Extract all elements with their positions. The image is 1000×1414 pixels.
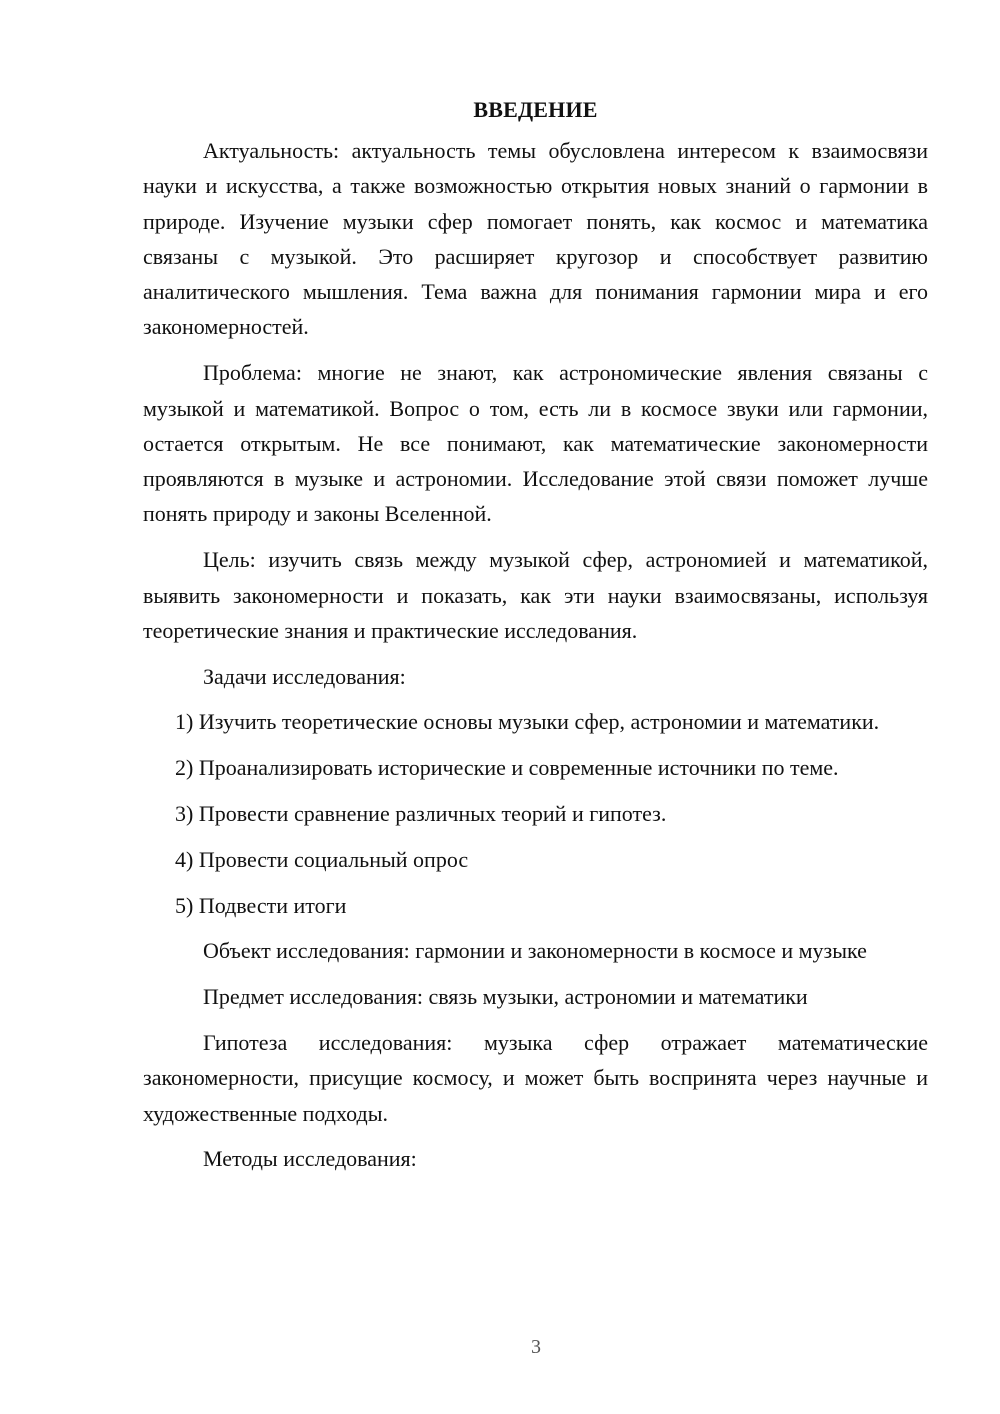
- paragraph-subject: Предмет исследования: связь музыки, астрономии и математики: [203, 984, 808, 1010]
- page-number: 3: [531, 1336, 541, 1358]
- task-item-4: 4) Провести социальный опрос: [175, 846, 469, 872]
- section-title: ВВЕДЕНИЕ: [473, 97, 598, 122]
- task-item-5: 5) Подвести итоги: [175, 892, 347, 918]
- methods-heading: Методы исследования:: [203, 1146, 417, 1172]
- paragraph-problem: Проблема: многие не знают, как астрономические явления связаны с музыкой и математикой. Вопрос о том, есть ли в космосе звуки или гармонии, остается открытым. Не все понимают, как математические закономерности проявляются в музыке и астрономии. Исследование этой связи поможет лучше понять природу и законы Вселенной.: [143, 360, 928, 527]
- tasks-heading: Задачи исследования:: [203, 663, 406, 689]
- document-page: [143, 95, 928, 1187]
- task-item-3: 3) Провести сравнение различных теорий и гипотез.: [175, 801, 667, 827]
- paragraph-goal: Цель: изучить связь между музыкой сфер, астрономией и математикой, выявить закономерности и показать, как эти науки взаимосвязаны, используя теоретические знания и практические исследования.: [143, 547, 928, 643]
- task-item-2: 2) Проанализировать исторические и современные источники по теме.: [175, 755, 839, 781]
- task-item-1: 1) Изучить теоретические основы музыки сфер, астрономии и математики.: [175, 709, 880, 735]
- paragraph-hypothesis: Гипотеза исследования: музыка сфер отражает математические закономерности, присущие космосу, и может быть воспринята через научные и художественные подходы.: [143, 1030, 928, 1126]
- paragraph-object: Объект исследования: гармонии и закономерности в космосе и музыке: [203, 938, 867, 964]
- paragraph-relevance: Актуальность: актуальность темы обусловлена интересом к взаимосвязи науки и искусства, а также возможностью открытия новых знаний о гармонии в природе. Изучение музыки сфер помогает понять, как космос и математика связаны с музыкой. Это расширяет кругозор и способствует развитию аналитического мышления. Тема важна для понимания гармонии мира и его закономерностей.: [143, 138, 928, 340]
